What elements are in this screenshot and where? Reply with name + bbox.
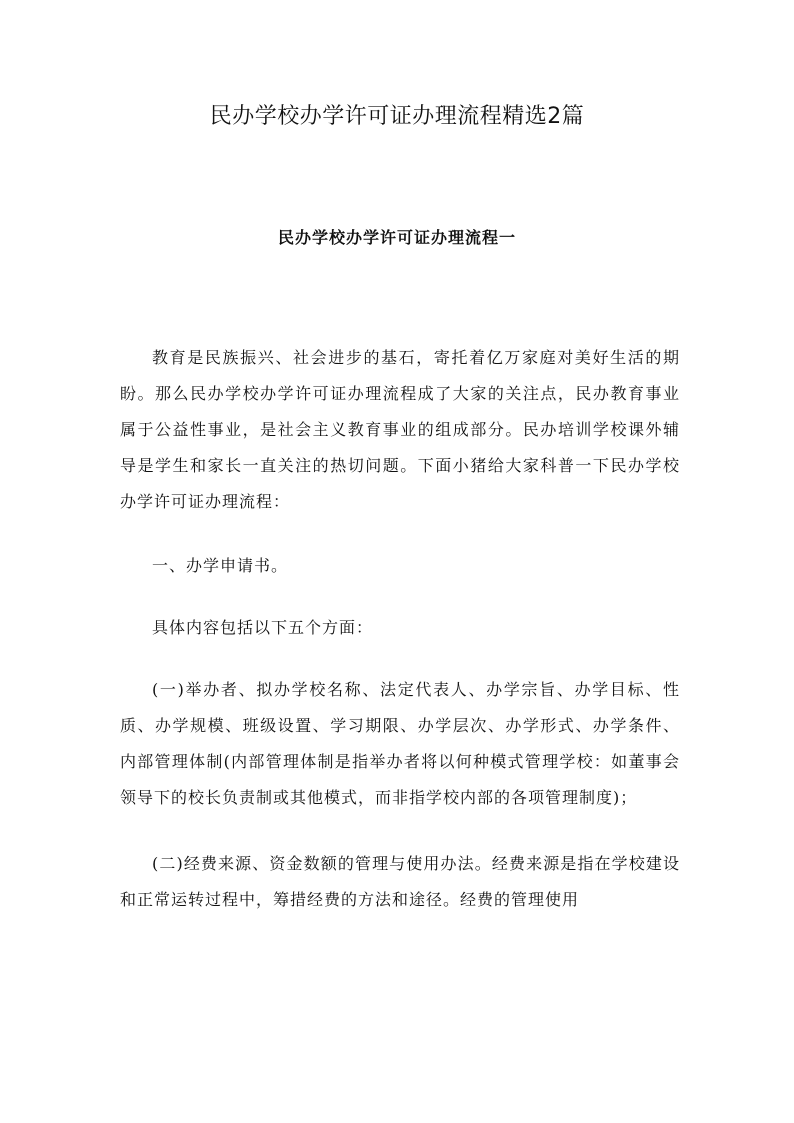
paragraph-item-1: (一)举办者、拟办学校名称、法定代表人、办学宗旨、办学目标、性质、办学规模、班级设置、学习期限、办学层次、办学形式、办学条件、内部管理体制(内部管理体制是指举办者将以何种模式管理学校：如董事会领导下的校长负责制或其他模式，而非指学校内部的各项管理制度)；	[120, 680, 680, 807]
paragraph-intro: 教育是民族振兴、社会进步的基石，寄托着亿万家庭对美好生活的期盼。那么民办学校办学许可证办理流程成了大家的关注点，民办教育事业属于公益性事业，是社会主义教育事业的组成部分。民办培训学校课外辅导是学生和家长一直关注的热切问题。下面小猪给大家科普一下民办学校办学许可证办理流程：	[120, 348, 680, 511]
section-title: 民办学校办学许可证办理流程一	[277, 228, 516, 247]
paragraph-heading-application: 一、办学申请书。	[152, 556, 289, 575]
document-body	[120, 340, 680, 918]
paragraph-content-aspects: 具体内容包括以下五个方面：	[152, 618, 374, 637]
paragraph-item-2: (二)经费来源、资金数额的管理与使用办法。经费来源是指在学校建设和正常运转过程中，筹措经费的方法和途径。经费的管理使用	[120, 854, 680, 909]
document-title: 民办学校办学许可证办理流程精选2篇	[209, 104, 585, 129]
